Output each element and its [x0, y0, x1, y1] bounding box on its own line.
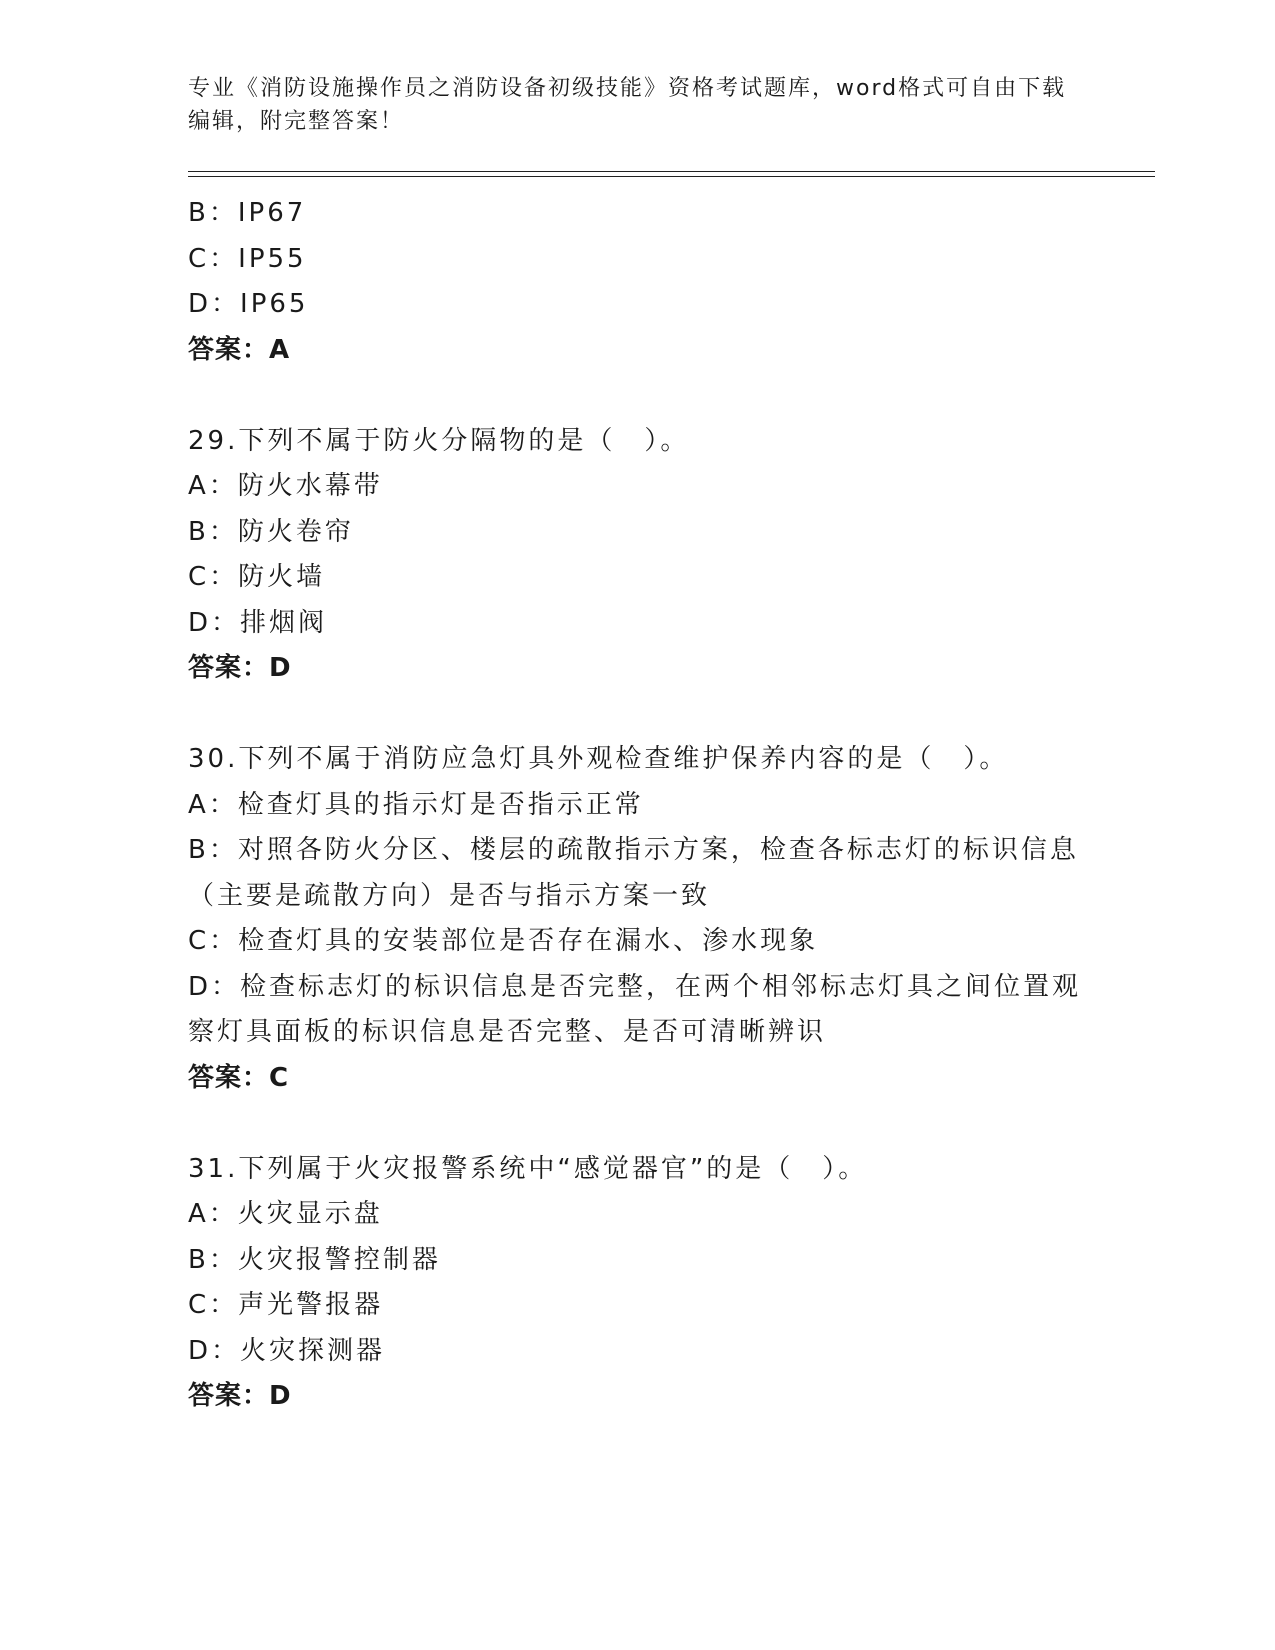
- option-c: C：声光警报器: [188, 1290, 384, 1320]
- option-b: B：防火卷帘: [188, 516, 354, 547]
- option-c: C：IP55: [188, 243, 307, 274]
- header-rule-top: [188, 171, 1155, 172]
- option-c: C：防火墙: [188, 562, 326, 592]
- answer: 答案：C: [188, 1062, 290, 1093]
- option-d: D：检查标志灯的标识信息是否完整，在两个相邻标志灯具之间位置观察灯具面板的标识信息是否完整、是否可清晰辨识: [188, 971, 1082, 1047]
- option-a: A：检查灯具的指示灯是否指示正常: [188, 789, 644, 820]
- option-b: B：IP67: [188, 198, 307, 228]
- option-c: C：检查灯具的安装部位是否存在漏水、渗水现象: [188, 926, 819, 956]
- option-b: B：火灾报警控制器: [188, 1244, 441, 1275]
- question-stem: 29.下列不属于防火分隔物的是（ ）。: [188, 425, 690, 456]
- option-d: D：火灾探测器: [188, 1335, 386, 1366]
- option-a: A：防火水幕带: [188, 471, 383, 501]
- answer: 答案：A: [188, 334, 291, 365]
- option-d: D：排烟阀: [188, 607, 328, 638]
- question-content: [188, 191, 1088, 1420]
- header-rule-bottom: [188, 176, 1155, 177]
- answer: 答案：D: [188, 1381, 292, 1411]
- question-stem: 30.下列不属于消防应急灯具外观检查维护保养内容的是（ ）。: [188, 744, 1009, 774]
- option-b: B：对照各防火分区、楼层的疏散指示方案，检查各标志灯的标识信息（主要是疏散方向）是否与指示方案一致: [188, 835, 1079, 911]
- option-a: A：火灾显示盘: [188, 1199, 383, 1229]
- answer: 答案：D: [188, 653, 292, 683]
- document-header: 专业《消防设施操作员之消防设备初级技能》资格考试题库，word格式可自由下载编辑，附完整答案！: [188, 76, 1067, 134]
- option-d: D：IP65: [188, 289, 309, 319]
- question-stem: 31.下列属于火灾报警系统中“感觉器官”的是（ ）。: [188, 1153, 868, 1184]
